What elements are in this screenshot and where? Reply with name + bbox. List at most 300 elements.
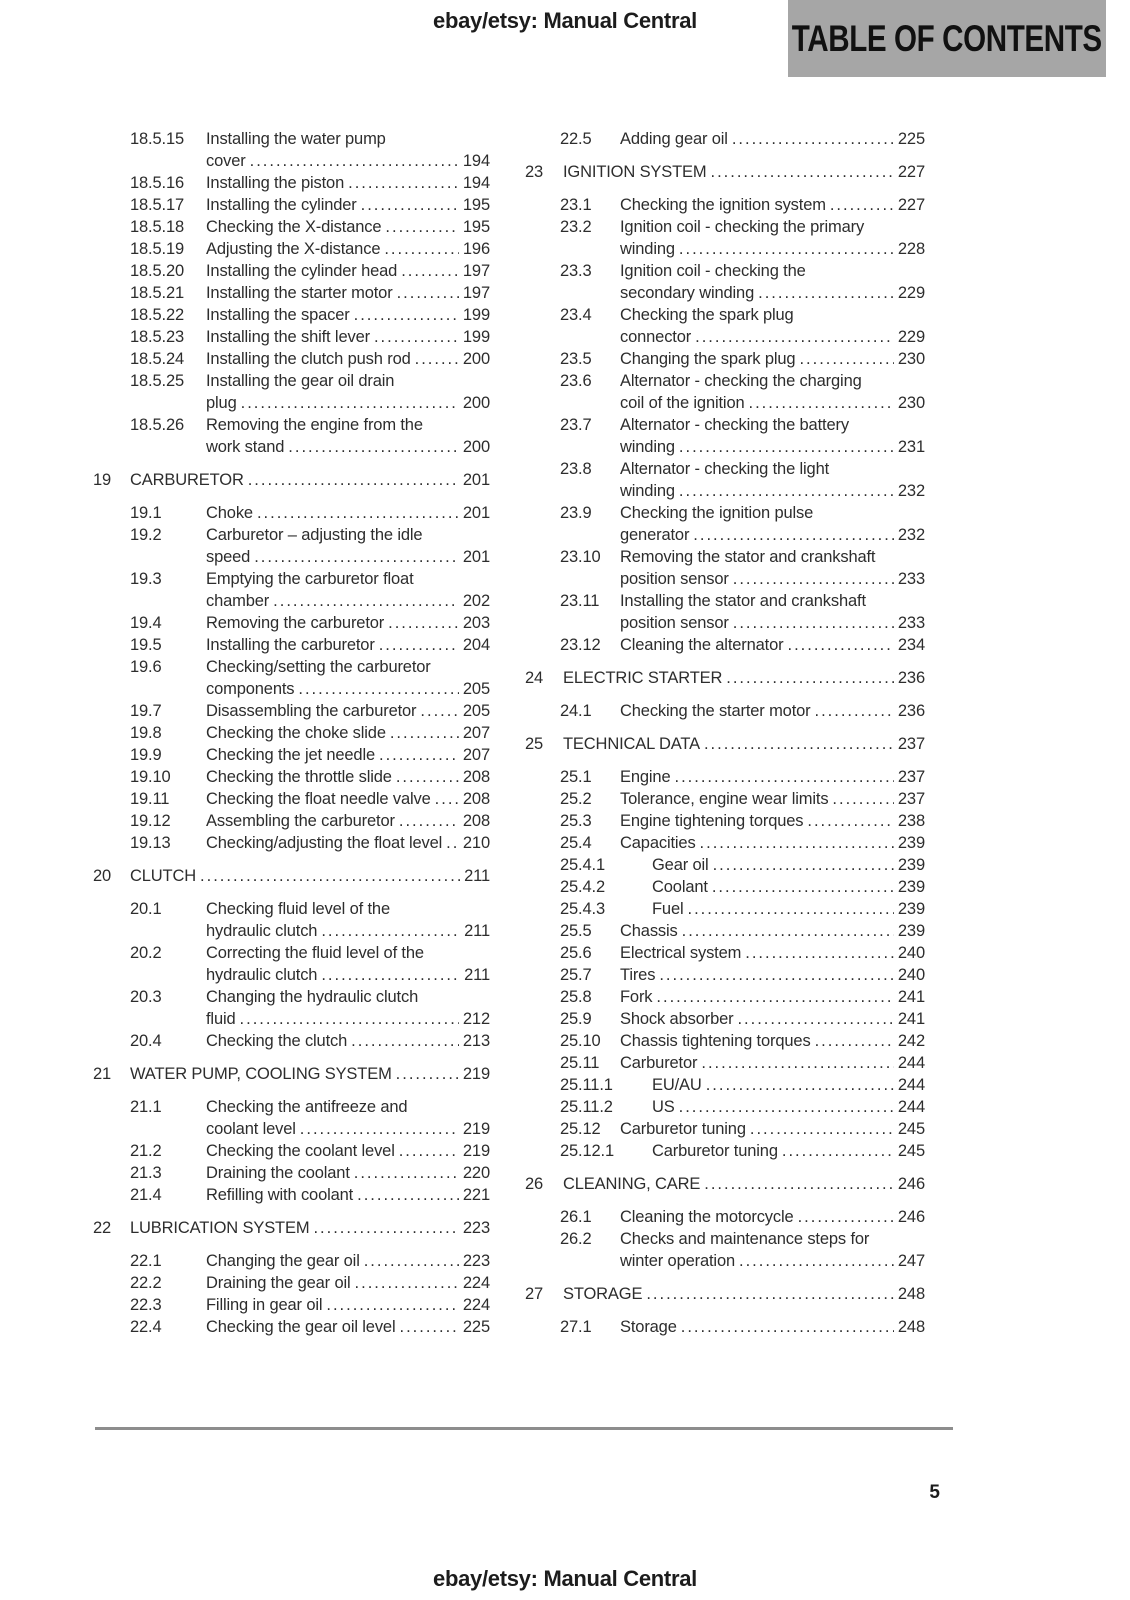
toc-entry-title: Adjusting the X-distance xyxy=(206,240,381,258)
toc-entry-title: Draining the coolant xyxy=(206,1164,350,1182)
toc-entry-title: CLEANING, CARE xyxy=(563,1175,701,1193)
toc-entry xyxy=(130,1294,490,1316)
toc-entry-number: 25.8 xyxy=(560,988,592,1006)
toc-page-number: 208 xyxy=(462,768,490,786)
toc-entry-number: 25.9 xyxy=(560,1010,592,1028)
toc-entry-title: Installing the cylinder xyxy=(206,196,357,214)
toc-entry-number: 25.11.2 xyxy=(560,1098,613,1116)
toc-page-number: 194 xyxy=(462,174,490,192)
toc-entry-number: 18.5.23 xyxy=(130,328,185,346)
toc-entry-number: 25.6 xyxy=(560,944,592,962)
toc-entry-lastline xyxy=(620,1052,925,1074)
toc-entry-title: Checking the choke slide xyxy=(206,724,386,742)
toc-entry-title: Engine xyxy=(620,768,671,786)
toc-entry-lastline xyxy=(620,832,925,854)
dot-leader xyxy=(415,348,459,370)
toc-entry xyxy=(560,1008,925,1030)
toc-entry-number: 18.5.24 xyxy=(130,350,185,368)
toc-entry-number: 25.5 xyxy=(560,922,592,940)
toc-entry xyxy=(560,898,925,920)
toc-entry-number: 19.12 xyxy=(130,812,171,830)
toc-entry-title-line: Changing the hydraulic clutch xyxy=(206,988,419,1006)
toc-entry-lastline xyxy=(206,788,490,810)
toc-page-number: 211 xyxy=(464,867,490,885)
toc-entry-title: Changing the gear oil xyxy=(206,1252,360,1270)
dot-leader xyxy=(712,876,894,898)
dot-leader xyxy=(273,590,459,612)
toc-entry-lastline xyxy=(206,1272,490,1294)
toc-page-number: 239 xyxy=(897,856,925,874)
toc-entry xyxy=(560,1228,925,1272)
toc-entry-lastline xyxy=(620,392,925,414)
toc-entry xyxy=(130,524,490,568)
toc-column-right xyxy=(525,128,925,1338)
toc-entry xyxy=(130,304,490,326)
toc-entry xyxy=(130,1162,490,1184)
toc-page-number: 219 xyxy=(462,1142,490,1160)
toc-entry-number: 20.4 xyxy=(130,1032,162,1050)
toc-entry xyxy=(130,766,490,788)
toc-entry-number: 22.1 xyxy=(130,1252,162,1270)
dot-leader xyxy=(807,810,894,832)
toc-entry xyxy=(130,1096,490,1140)
toc-entry-number: 19.7 xyxy=(130,702,162,720)
dot-leader xyxy=(446,832,459,854)
dot-leader xyxy=(401,260,459,282)
toc-entry xyxy=(560,348,925,370)
toc-entry-number: 21.1 xyxy=(130,1098,162,1116)
dot-leader xyxy=(749,392,894,414)
toc-entry-body xyxy=(620,634,925,656)
toc-page-number: 213 xyxy=(462,1032,490,1050)
toc-entry xyxy=(130,942,490,986)
toc-page-number: 200 xyxy=(462,438,490,456)
toc-entry-title: ELECTRIC STARTER xyxy=(563,669,723,687)
toc-entry-body xyxy=(130,1063,490,1085)
toc-page-number: 219 xyxy=(462,1120,490,1138)
toc-entry-number: 25.12 xyxy=(560,1120,601,1138)
toc-entry-number: 19.8 xyxy=(130,724,162,742)
toc-entry-body xyxy=(206,656,490,700)
toc-entry-number: 18.5.15 xyxy=(130,130,185,148)
dot-leader xyxy=(379,634,459,656)
toc-page-number: 197 xyxy=(462,284,490,302)
toc-entry-body xyxy=(620,810,925,832)
toc-entry-title: Electrical system xyxy=(620,944,742,962)
toc-page-number: 230 xyxy=(897,350,925,368)
toc-entry-lastline xyxy=(620,810,925,832)
toc-entry xyxy=(560,1316,925,1338)
dot-leader xyxy=(711,161,894,183)
toc-entry-number: 27 xyxy=(525,1285,544,1303)
toc-entry-number: 21.3 xyxy=(130,1164,162,1182)
toc-entry-number: 25.11 xyxy=(560,1054,600,1072)
toc-entry-body xyxy=(206,1272,490,1294)
toc-page-number: 195 xyxy=(462,196,490,214)
toc-entry-title-line: Checking the spark plug xyxy=(620,306,794,324)
dot-leader xyxy=(300,1118,459,1140)
dot-leader xyxy=(379,744,459,766)
toc-page-number: 205 xyxy=(462,680,490,698)
toc-entry-title-line: Carburetor – adjusting the idle xyxy=(206,526,423,544)
toc-entry-lastline xyxy=(620,1118,925,1140)
toc-page-number: 203 xyxy=(462,614,490,632)
toc-entry-title-line: Correcting the fluid level of the xyxy=(206,944,424,962)
toc-entry-lastline xyxy=(130,1217,490,1239)
toc-entry-number: 26.1 xyxy=(560,1208,592,1226)
toc-entry-title-line: Checks and maintenance steps for xyxy=(620,1230,870,1248)
toc-entry xyxy=(130,898,490,942)
toc-entry-title: Adding gear oil xyxy=(620,130,728,148)
toc-entry-number: 19.2 xyxy=(130,526,162,544)
toc-entry-title: connector xyxy=(620,328,692,346)
toc-page-number: 247 xyxy=(897,1252,925,1270)
toc-entry-lastline xyxy=(206,1162,490,1184)
toc-entry-lastline xyxy=(563,1173,925,1195)
dot-leader xyxy=(679,1096,894,1118)
toc-entry-title: Gear oil xyxy=(652,856,709,874)
toc-entry-body xyxy=(563,667,925,689)
toc-page-number: 244 xyxy=(897,1076,925,1094)
toc-entry-number: 18.5.18 xyxy=(130,218,185,236)
toc-page-number: 200 xyxy=(462,394,490,412)
toc-entry-lastline xyxy=(620,1008,925,1030)
toc-entry-number: 23.5 xyxy=(560,350,592,368)
toc-entry xyxy=(560,1052,925,1074)
toc-entry-title: Tires xyxy=(620,966,656,984)
toc-entry-number: 23.1 xyxy=(560,196,592,214)
toc-section-entry xyxy=(525,1283,925,1305)
toc-entry-lastline xyxy=(620,788,925,810)
toc-entry-title-line: Emptying the carburetor float xyxy=(206,570,414,588)
dot-leader xyxy=(659,964,894,986)
toc-entry-body xyxy=(620,700,925,722)
toc-entry-title: Coolant xyxy=(652,878,708,896)
toc-entry-title: Removing the carburetor xyxy=(206,614,385,632)
toc-entry-body xyxy=(206,260,490,282)
toc-entry-title: hydraulic clutch xyxy=(206,922,318,940)
toc-entry-number: 21.2 xyxy=(130,1142,162,1160)
toc-page-number: 225 xyxy=(462,1318,490,1336)
toc-entry-number: 20.2 xyxy=(130,944,162,962)
toc-entry-lastline xyxy=(652,1096,925,1118)
toc-entry xyxy=(130,634,490,656)
toc-entry xyxy=(130,722,490,744)
toc-entry xyxy=(130,612,490,634)
toc-entry-lastline xyxy=(130,1063,490,1085)
dot-leader xyxy=(200,865,460,887)
toc-entry xyxy=(560,1074,925,1096)
toc-entry-title: hydraulic clutch xyxy=(206,966,318,984)
page-title-box xyxy=(788,0,1106,77)
toc-entry-title: Checking the float needle valve xyxy=(206,790,431,808)
toc-entry xyxy=(560,832,925,854)
toc-entry-lastline xyxy=(620,1206,925,1228)
toc-entry-lastline xyxy=(206,1184,490,1206)
toc-page-number: 237 xyxy=(897,768,925,786)
toc-entry-body xyxy=(206,1250,490,1272)
dot-leader xyxy=(750,1118,894,1140)
toc-entry-lastline xyxy=(206,1030,490,1052)
toc-entry-title: position sensor xyxy=(620,570,729,588)
toc-entry-body xyxy=(206,370,490,414)
toc-page-number: 224 xyxy=(462,1274,490,1292)
toc-entry-title: components xyxy=(206,680,295,698)
toc-entry xyxy=(130,1250,490,1272)
toc-page-number: 237 xyxy=(897,790,925,808)
toc-entry-title-line: Alternator - checking the charging xyxy=(620,372,862,390)
toc-entry xyxy=(130,414,490,458)
dot-leader xyxy=(361,194,459,216)
toc-entry-lastline xyxy=(206,1316,490,1338)
dot-leader xyxy=(679,238,894,260)
toc-entry-lastline xyxy=(206,304,490,326)
toc-entry-body xyxy=(620,1052,925,1074)
toc-entry-number: 26 xyxy=(525,1175,544,1193)
toc-entry-title: Installing the shift lever xyxy=(206,328,370,346)
toc-entry-lastline xyxy=(206,634,490,656)
toc-page-number: 208 xyxy=(462,812,490,830)
toc-page-number: 227 xyxy=(897,196,925,214)
toc-entry-number: 27.1 xyxy=(560,1318,592,1336)
toc-page-number: 207 xyxy=(462,724,490,742)
toc-entry-lastline xyxy=(563,667,925,689)
toc-entry-body xyxy=(620,766,925,788)
toc-page-number: 197 xyxy=(462,262,490,280)
toc-entry xyxy=(560,304,925,348)
toc-entry-lastline xyxy=(620,766,925,788)
toc-entry-lastline xyxy=(563,1283,925,1305)
toc-entry-lastline xyxy=(620,920,925,942)
toc-entry-title: Installing the piston xyxy=(206,174,345,192)
toc-page-number: 224 xyxy=(462,1296,490,1314)
toc-entry xyxy=(560,854,925,876)
toc-entry-lastline xyxy=(652,898,925,920)
toc-page-number: 239 xyxy=(897,900,925,918)
toc-entry xyxy=(130,326,490,348)
toc-entry-title-line: Checking fluid level of the xyxy=(206,900,390,918)
toc-entry-body xyxy=(620,1228,925,1272)
toc-entry-title-line: Installing the water pump xyxy=(206,130,386,148)
toc-entry-title: Draining the gear oil xyxy=(206,1274,351,1292)
toc-entry-body xyxy=(620,986,925,1008)
toc-entry-body xyxy=(652,1074,925,1096)
toc-entry-title: Checking/adjusting the float level xyxy=(206,834,443,852)
toc-entry xyxy=(560,700,925,722)
toc-entry-body xyxy=(206,172,490,194)
toc-entry-number: 19.1 xyxy=(130,504,162,522)
toc-entry xyxy=(560,370,925,414)
toc-entry-lastline xyxy=(206,678,490,700)
toc-entry-lastline xyxy=(620,634,925,656)
dot-leader xyxy=(288,436,459,458)
dot-leader xyxy=(733,612,894,634)
toc-section-entry xyxy=(93,469,490,491)
toc-entry-body xyxy=(620,920,925,942)
page-number: 5 xyxy=(929,1482,940,1503)
toc-entry-lastline xyxy=(206,172,490,194)
toc-entry-lastline xyxy=(206,238,490,260)
toc-entry xyxy=(130,238,490,260)
dot-leader xyxy=(688,898,894,920)
toc-section-entry xyxy=(93,1217,490,1239)
toc-entry-number: 25.7 xyxy=(560,966,592,984)
toc-entry-number: 23.8 xyxy=(560,460,592,478)
toc-entry-number: 22.5 xyxy=(560,130,592,148)
dot-leader xyxy=(695,326,894,348)
toc-section-entry xyxy=(525,1173,925,1195)
toc-page-number: 232 xyxy=(897,526,925,544)
toc-entry-number: 18.5.21 xyxy=(130,284,185,302)
toc-entry-body xyxy=(206,524,490,568)
toc-page-number: 230 xyxy=(897,394,925,412)
dot-leader xyxy=(355,1272,459,1294)
toc-page-number: 233 xyxy=(897,614,925,632)
dot-leader xyxy=(388,612,459,634)
toc-entry xyxy=(560,920,925,942)
toc-entry-title: chamber xyxy=(206,592,270,610)
dot-leader xyxy=(321,920,460,942)
toc-page-number: 201 xyxy=(462,504,490,522)
toc-page-number: 220 xyxy=(462,1164,490,1182)
toc-entry-body xyxy=(620,128,925,150)
toc-entry-title: Installing the spacer xyxy=(206,306,350,324)
toc-entry-title: Installing the clutch push rod xyxy=(206,350,411,368)
toc-entry-body xyxy=(206,502,490,524)
toc-entry-lastline xyxy=(206,326,490,348)
toc-page-number: 241 xyxy=(897,1010,925,1028)
dot-leader xyxy=(354,304,459,326)
toc-entry-title-line: Installing the stator and crankshaft xyxy=(620,592,866,610)
toc-page-number: 229 xyxy=(897,284,925,302)
toc-entry xyxy=(130,1272,490,1294)
dot-leader xyxy=(390,722,459,744)
toc-entry-number: 22.4 xyxy=(130,1318,162,1336)
dot-leader xyxy=(397,282,459,304)
toc-entry-number: 18.5.17 xyxy=(130,196,185,214)
toc-entry-title: Engine tightening torques xyxy=(620,812,804,830)
toc-entry-title: Fuel xyxy=(652,900,684,918)
toc-entry-title-line: Removing the engine from the xyxy=(206,416,423,434)
toc-entry-lastline xyxy=(620,238,925,260)
toc-page-number: 246 xyxy=(897,1175,925,1193)
toc-entry xyxy=(560,260,925,304)
toc-entry-title: coil of the ignition xyxy=(620,394,745,412)
toc-entry-body xyxy=(652,876,925,898)
toc-entry-number: 19.6 xyxy=(130,658,162,676)
toc-entry-number: 18.5.16 xyxy=(130,174,185,192)
toc-entry xyxy=(130,1316,490,1338)
toc-entry-title: cover xyxy=(206,152,246,170)
toc-entry-body xyxy=(620,260,925,304)
dot-leader xyxy=(704,1173,894,1195)
dot-leader xyxy=(384,238,459,260)
toc-entry-lastline xyxy=(620,568,925,590)
toc-entry-number: 20 xyxy=(93,867,112,885)
toc-entry-lastline xyxy=(206,832,490,854)
toc-entry-number: 18.5.25 xyxy=(130,372,185,390)
toc-entry-body xyxy=(620,546,925,590)
toc-entry-title: Checking the coolant level xyxy=(206,1142,395,1160)
toc-page-number: 241 xyxy=(897,988,925,1006)
dot-leader xyxy=(745,942,894,964)
toc-page-number: 199 xyxy=(462,328,490,346)
toc-page-number: 211 xyxy=(464,922,490,940)
toc-entry-lastline xyxy=(620,1250,925,1272)
dot-leader xyxy=(726,667,894,689)
toc-column-left xyxy=(93,128,490,1338)
toc-entry xyxy=(130,502,490,524)
toc-entry-number: 18.5.22 xyxy=(130,306,185,324)
toc-entry-body xyxy=(620,216,925,260)
toc-page-number: 239 xyxy=(897,922,925,940)
toc-entry-number: 22 xyxy=(93,1219,112,1237)
dot-leader xyxy=(354,1162,459,1184)
toc-entry-lastline xyxy=(130,865,490,887)
toc-entry-body xyxy=(206,612,490,634)
toc-entry-body xyxy=(206,766,490,788)
toc-entry xyxy=(560,502,925,546)
dot-leader xyxy=(351,1030,459,1052)
toc-entry xyxy=(560,810,925,832)
toc-entry-number: 24.1 xyxy=(560,702,592,720)
toc-entry-number: 25 xyxy=(525,735,544,753)
toc-section-entry xyxy=(525,161,925,183)
dot-leader xyxy=(830,194,894,216)
toc-entry-title: IGNITION SYSTEM xyxy=(563,163,707,181)
dot-leader xyxy=(681,1316,894,1338)
toc-entry xyxy=(130,810,490,832)
toc-entry-number: 25.4.2 xyxy=(560,878,605,896)
dot-leader xyxy=(758,282,894,304)
dot-leader xyxy=(399,810,459,832)
toc-entry-number: 19 xyxy=(93,471,112,489)
toc-entry-title: fluid xyxy=(206,1010,236,1028)
toc-entry-number: 23.4 xyxy=(560,306,592,324)
toc-entry-title: Choke xyxy=(206,504,253,522)
toc-entry-number: 25.2 xyxy=(560,790,592,808)
toc-entry-title: secondary winding xyxy=(620,284,755,302)
toc-entry-body xyxy=(620,502,925,546)
dot-leader xyxy=(298,678,459,700)
toc-entry-title: winding xyxy=(620,482,675,500)
toc-entry xyxy=(560,1206,925,1228)
toc-page-number: 195 xyxy=(462,218,490,236)
toc-entry-number: 22.2 xyxy=(130,1274,162,1292)
toc-entry-lastline xyxy=(652,1140,925,1162)
toc-entry-body xyxy=(206,1162,490,1184)
toc-entry-title-line: Checking/setting the carburetor xyxy=(206,658,431,676)
dot-leader xyxy=(396,1063,459,1085)
toc-entry-title: Checking the gear oil level xyxy=(206,1318,396,1336)
toc-entry-title: Installing the starter motor xyxy=(206,284,393,302)
toc-page-number: 221 xyxy=(462,1186,490,1204)
toc-entry-title: STORAGE xyxy=(563,1285,643,1303)
dot-leader xyxy=(420,700,459,722)
toc-page-number: 223 xyxy=(462,1252,490,1270)
toc-entry-title: speed xyxy=(206,548,251,566)
toc-page-number: 207 xyxy=(462,746,490,764)
dot-leader xyxy=(815,1030,894,1052)
toc-entry xyxy=(560,766,925,788)
dot-leader xyxy=(257,502,459,524)
toc-entry-number: 19.3 xyxy=(130,570,162,588)
toc-entry-title: CLUTCH xyxy=(130,867,197,885)
toc-entry-body xyxy=(206,1140,490,1162)
toc-entry-lastline xyxy=(206,260,490,282)
toc-entry-number: 19.11 xyxy=(130,790,170,808)
toc-entry-body xyxy=(563,733,925,755)
